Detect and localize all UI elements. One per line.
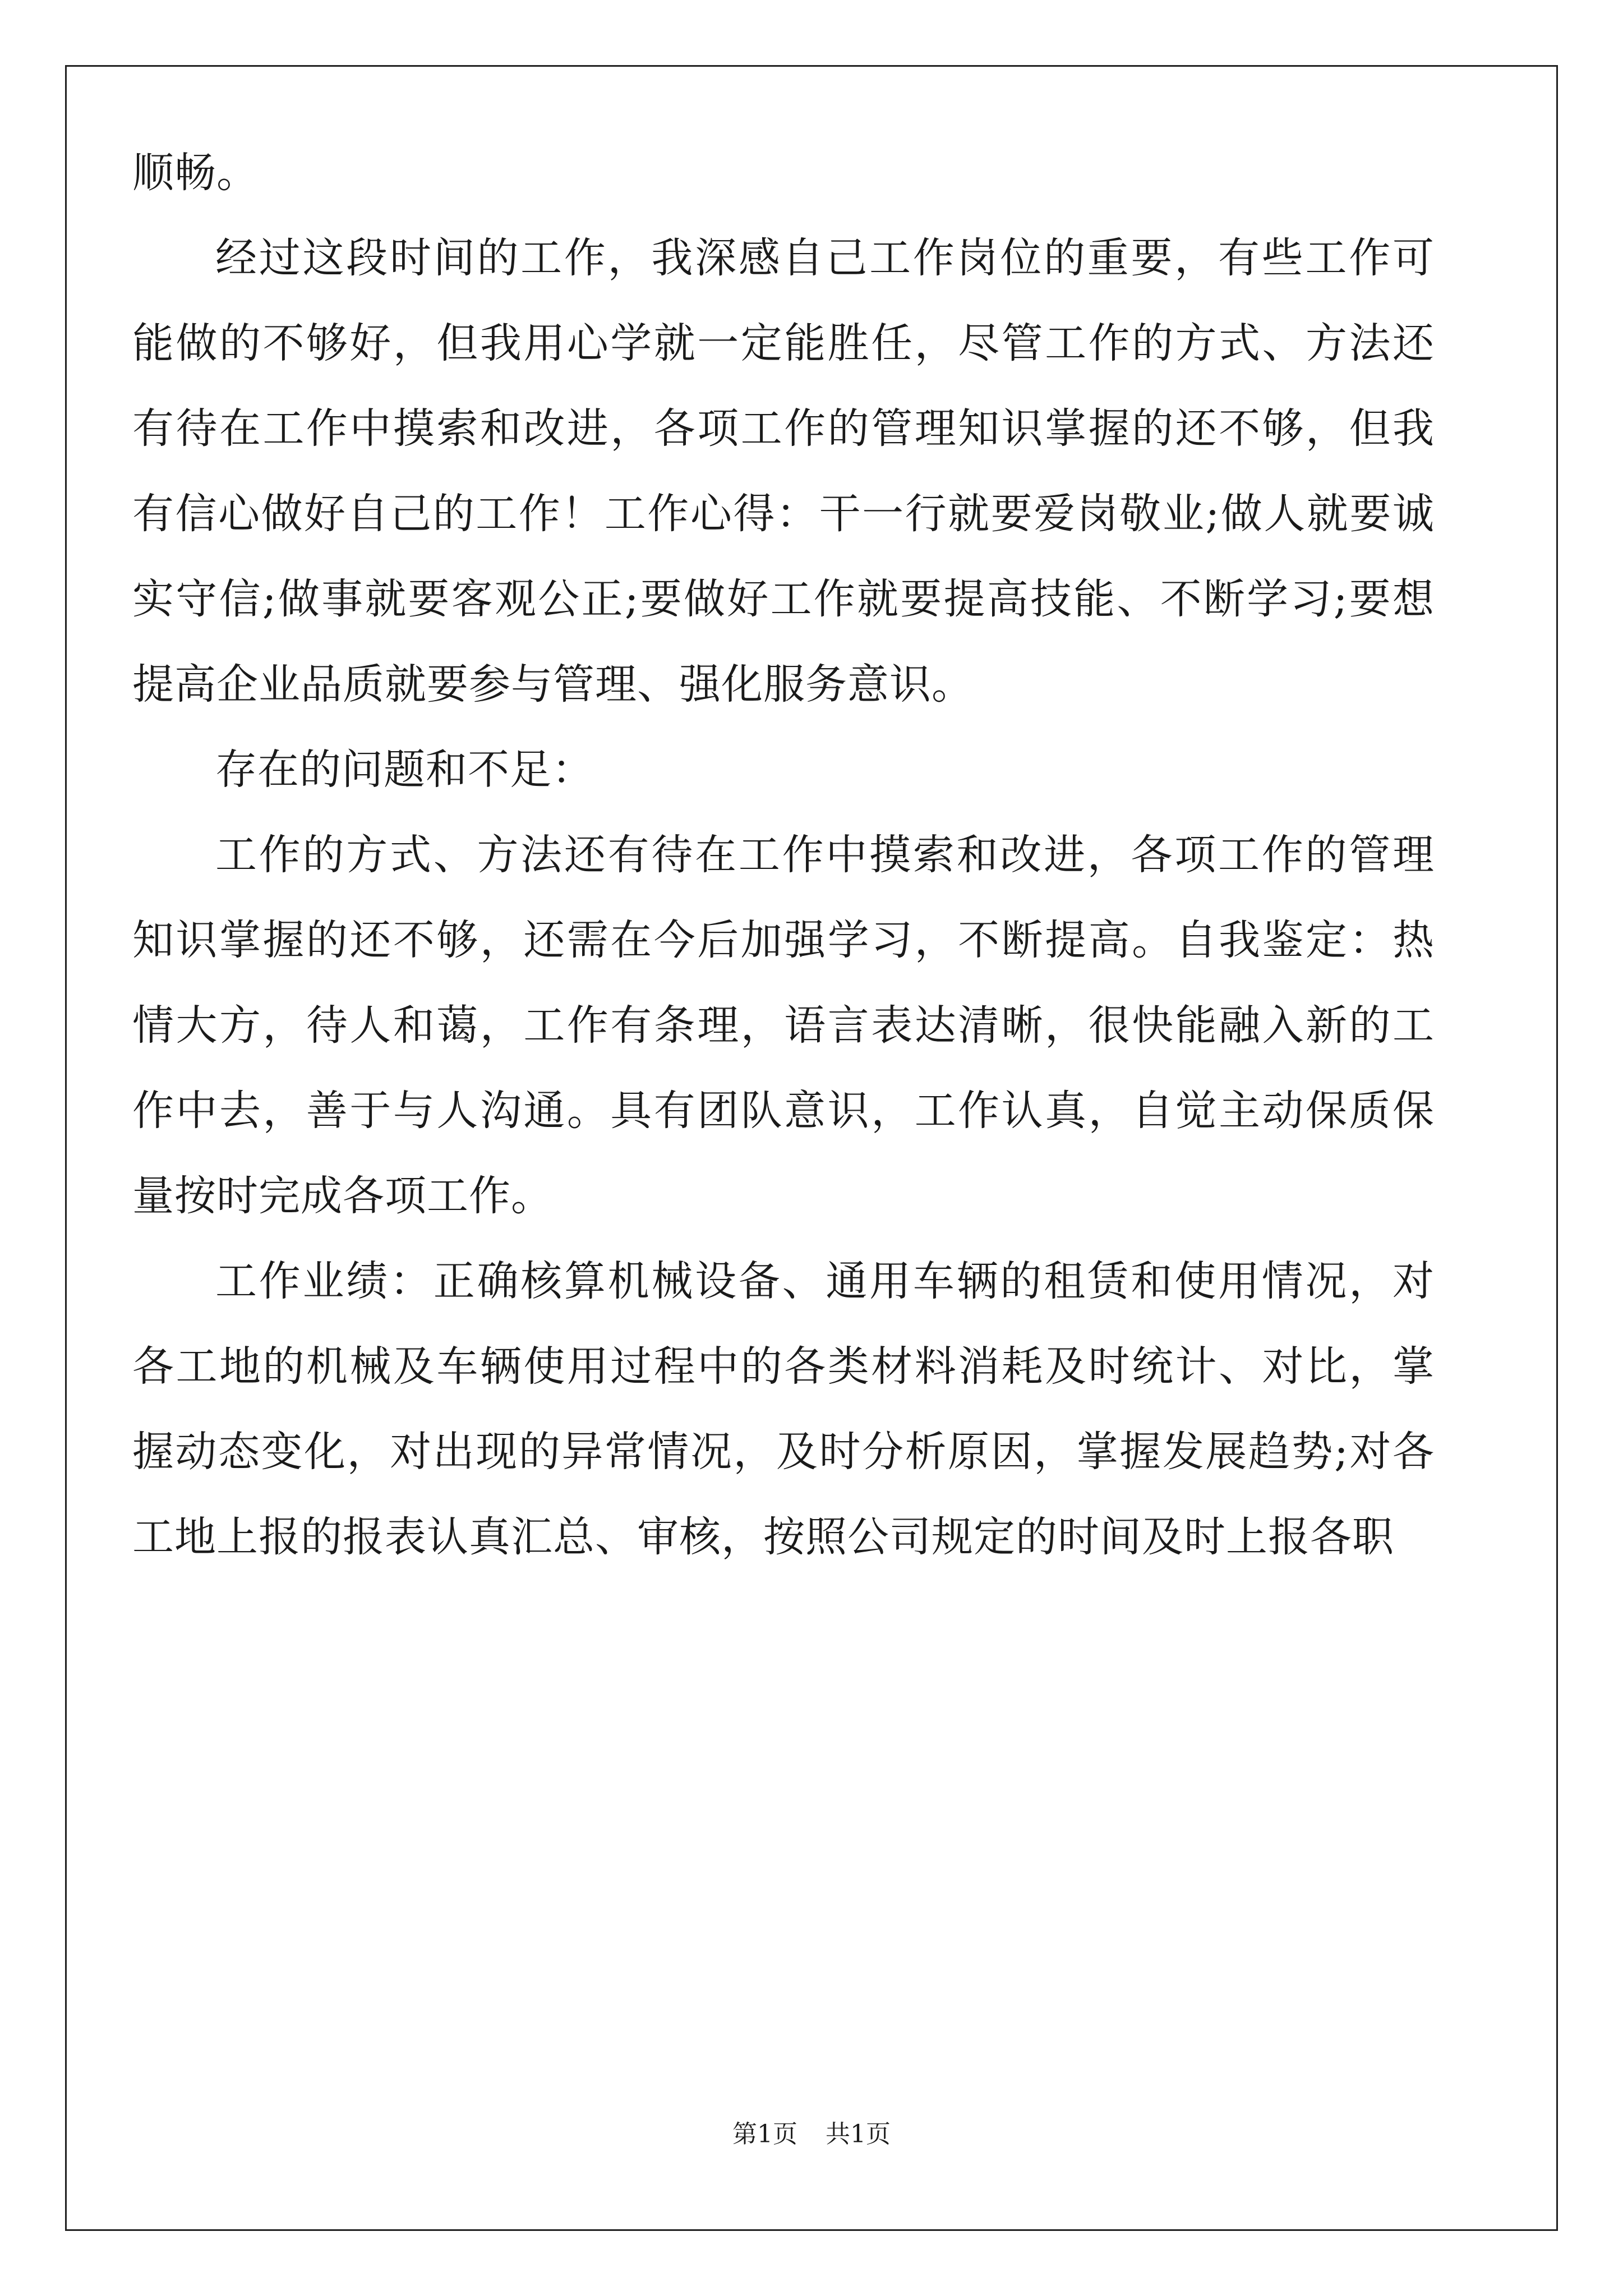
paragraph: 存在的问题和不足： <box>215 746 594 794</box>
paragraph: 经过这段时间的工作，我深感自己工作岗位的重要，有些工作可能做的不够好，但我用心学就一定能胜任，尽管工作的方式、方法还有待在工作中摸索和改进，各项工作的管理知识掌握的还不够，但我有信心做好自己的工作！工作心得：干一行就要爱岗敬业;做人就要诚实守信;做事就要客观公正;要做好工作就要提高技能、不断学习;要想提高企业品质就要参与管理、强化服务意识。 <box>132 234 1435 708</box>
paragraph: 顺畅。 <box>132 149 259 197</box>
page-total: 共1页 <box>826 2120 891 2148</box>
paragraph: 工作的方式、方法还有待在工作中摸索和改进，各项工作的管理知识掌握的还不够，还需在今后加强学习，不断提高。自我鉴定：热情大方，待人和蔼，工作有条理，语言表达清晰，很快能融入新的工作中去，善于与人沟通。具有团队意识，工作认真，自觉主动保质保量按时完成各项工作。 <box>132 831 1435 1220</box>
document-body <box>132 130 1435 1580</box>
page-number: 第1页 <box>732 2120 797 2148</box>
page-footer <box>0 2118 1623 2151</box>
paragraph: 工作业绩：正确核算机械设备、通用车辆的租赁和使用情况，对各工地的机械及车辆使用过程中的各类材料消耗及时统计、对比，掌握动态变化，对出现的异常情况，及时分析原因，掌握发展趋势;对各工地上报的报表认真汇总、审核，按照公司规定的时间及时上报各职 <box>132 1257 1435 1561</box>
